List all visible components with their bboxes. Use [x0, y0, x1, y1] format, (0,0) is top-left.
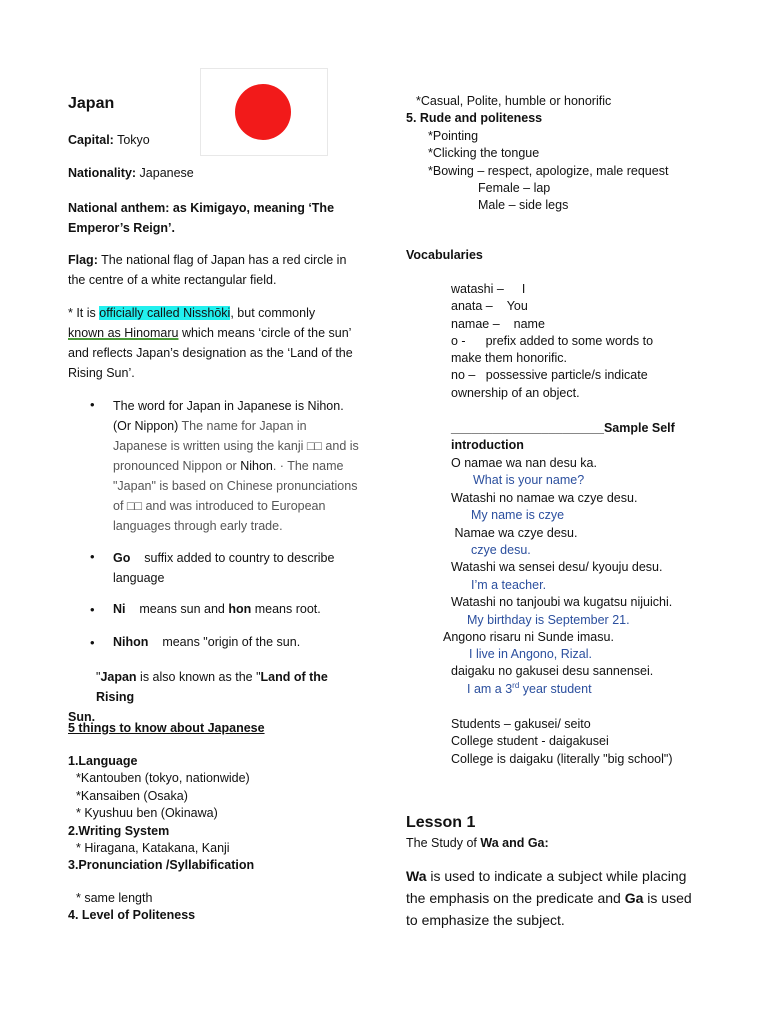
intro-sentence: Watashi no namae wa czye desu. — [451, 490, 638, 505]
list-item: * Kyushuu ben (Okinawa) — [76, 806, 218, 821]
rising-mid: is also known as the " — [136, 670, 261, 684]
list-item: *Kansaiben (Osaka) — [76, 788, 188, 803]
year-post: year student — [519, 682, 592, 697]
bullet3-def2: means root. — [251, 602, 321, 616]
list-item: Students – gakusei/ seito — [451, 717, 591, 731]
bullet1-line-1: The word for Japan in Japanese is Nihon. — [113, 399, 344, 413]
lesson-subtitle — [406, 836, 549, 850]
lesson-subtitle-bold: Wa and Ga: — [480, 836, 549, 850]
bullet1-line-3: Japanese is written using the kanji □□ and is — [113, 439, 359, 453]
bullet-dot: • — [90, 635, 95, 650]
bullet3-term: Ni — [113, 602, 126, 616]
flag-text-1: The national flag of Japan has a red circle in — [97, 253, 347, 267]
wa-ga-line-1 — [406, 865, 756, 887]
list-item: Male – side legs — [478, 198, 569, 213]
called-line-1 — [68, 303, 353, 323]
anthem-paragraph — [68, 198, 334, 238]
bullet-ni-line — [113, 602, 321, 616]
rising-land: Land of the Rising — [96, 670, 328, 704]
wa-ga-line-2-post: is used — [643, 890, 692, 906]
ga-term: Ga — [624, 890, 644, 906]
flag-line-2: the centre of a white rectangular field. — [68, 273, 277, 287]
bullet2-line-1 — [113, 548, 334, 568]
intro-sentence: Angono risaru ni Sunde imasu. — [443, 630, 614, 645]
bullet1-line-5: "Japan" is based on Chinese pronunciations — [113, 479, 358, 493]
rising-sun-paragraph — [68, 667, 368, 727]
intro-translation: I’m a teacher. — [471, 577, 547, 592]
vocab-def: prefix added to some words to — [485, 334, 654, 349]
sample-intro-list — [443, 455, 751, 664]
list-item: *Bowing – respect, apologize, male request — [428, 163, 669, 178]
five-things-heading: 5 things to know about Japanese — [68, 721, 265, 735]
japan-flag-image — [200, 68, 328, 156]
vocabularies-heading: Vocabularies — [406, 248, 483, 262]
called-pre: * It is — [68, 306, 100, 320]
vocab-term: anata – — [451, 299, 493, 314]
intro-translation: I live in Angono, Rizal. — [469, 647, 592, 662]
wa-ga-line-3: to emphasize the subject. — [406, 912, 565, 928]
bullet1-line-4 — [113, 456, 359, 476]
year-sup: rd — [512, 681, 520, 690]
nationality-value: Japanese — [136, 166, 194, 180]
bullet-nihon-origin-line — [113, 635, 300, 649]
bullet4-def: means "origin of the sun. — [148, 635, 301, 649]
intro-sentence: Watashi wa sensei desu/ kyouju desu. — [451, 560, 663, 575]
vocab-def: You — [506, 299, 528, 314]
vocab-row — [451, 333, 653, 350]
bullet2-term: Go — [113, 551, 131, 565]
intro-translation: My birthday is September 21. — [467, 612, 630, 627]
wa-ga-line-1-rest: is used to indicate a subject while placing — [426, 868, 687, 884]
vocab-no-continued: ownership of an object. — [451, 385, 580, 400]
vocab-term: watashi – — [451, 282, 504, 296]
politeness-heading: 4. Level of Politeness — [68, 908, 196, 922]
list-item: *Clicking the tongue — [428, 146, 540, 161]
bullet3-term2: hon — [228, 602, 252, 616]
capital-value: Tokyo — [113, 133, 150, 147]
list-item: College is daigaku (literally "big school") — [451, 751, 673, 766]
wa-ga-paragraph — [406, 865, 756, 931]
anthem-line-1: National anthem: as Kimigayo, meaning ‘The — [68, 201, 335, 215]
bullet1-or-nippon: (Or Nippon) — [113, 419, 179, 433]
bullet3-def: means sun and — [125, 602, 229, 616]
called-line-2-rest: which means ‘circle of the sun’ — [178, 326, 352, 340]
bullet1-line-2-rest: The name for Japan in — [178, 419, 307, 433]
flag-red-circle — [235, 84, 291, 140]
called-post: , but commonly — [230, 306, 316, 320]
called-line-2 — [68, 323, 353, 343]
nationality-label: Nationality: — [68, 166, 137, 180]
intro-translation: czye desu. — [471, 543, 531, 558]
vocab-no-line — [451, 367, 648, 384]
intro-sentence: Namae wa czye desu. — [451, 525, 578, 540]
lesson-subtitle-pre: The Study of — [406, 836, 481, 850]
flag-line-1 — [68, 250, 346, 270]
bullet-nihon-paragraph — [113, 396, 359, 536]
sample-intro-rule: ______________________ — [451, 421, 604, 435]
intro-sentence: Watashi no tanjoubi wa kugatsu nijuichi. — [451, 595, 673, 610]
sample-intro-title: Sample Self — [603, 421, 675, 435]
underline-hinomaru: known as Hinomaru — [68, 326, 179, 340]
nationality-line — [68, 166, 194, 180]
list-item: *Pointing — [428, 128, 479, 143]
list-item: 5. Rude and politeness — [406, 111, 543, 126]
vocab-term: namae – — [451, 316, 500, 331]
lesson-title: Lesson 1 — [406, 814, 476, 831]
wa-ga-line-2-pre: the emphasis on the predicate and — [406, 890, 625, 906]
students-list — [451, 716, 672, 768]
bullet1-l4a: pronounced Nippon or — [113, 459, 241, 473]
list-item: College student - daigakusei — [451, 734, 609, 749]
list-item: 2.Writing System — [68, 823, 170, 838]
list-item: 1.Language — [68, 754, 138, 768]
bullet-go-paragraph — [113, 548, 334, 588]
bullet-dot: • — [90, 397, 95, 412]
intro-translation: What is your name? — [473, 473, 585, 488]
vocab-row — [451, 298, 653, 315]
capital-line — [68, 133, 150, 147]
rising-quote: " — [96, 670, 101, 684]
vocab-no-term: no – — [451, 368, 476, 383]
rising-japan: Japan — [100, 670, 137, 684]
vocabulary-list — [451, 281, 653, 351]
rudeness-list — [406, 93, 668, 215]
capital-label: Capital: — [68, 133, 114, 147]
wa-ga-line-2 — [406, 887, 756, 909]
vocab-no-def: possessive particle/s indicate — [485, 368, 648, 383]
daigaku-line: daigaku no gakusei desu sannensei. — [451, 664, 654, 678]
bullet2-line-2: language — [113, 571, 165, 585]
vocab-def: I — [521, 282, 526, 296]
year-pre: I am a 3 — [467, 682, 513, 697]
five-things-list — [68, 753, 254, 875]
same-length-line: * same length — [76, 891, 153, 905]
page-title: Japan — [68, 95, 115, 112]
year-student-line — [467, 681, 592, 696]
list-item: *Casual, Polite, humble or honorific — [416, 94, 612, 108]
sample-intro-line-1 — [451, 420, 675, 437]
flag-paragraph — [68, 250, 346, 290]
list-item: *Kantouben (tokyo, nationwide) — [76, 771, 250, 786]
bullet-dot: • — [90, 549, 95, 564]
vocab-o-continued: make them honorific. — [451, 351, 568, 365]
called-line-4: Rising Sun’. — [68, 366, 135, 380]
sample-intro-line-2: introduction — [451, 438, 524, 453]
bullet1-line-6: of □□ and was introduced to European — [113, 499, 326, 513]
wa-term: Wa — [406, 868, 427, 884]
list-item: * Hiragana, Katakana, Kanji — [76, 841, 230, 856]
bullet1-l4c: . · The name — [272, 459, 344, 473]
called-line-3: and reflects Japan’s designation as the ‘Land of the — [68, 346, 353, 360]
called-paragraph — [68, 303, 353, 383]
list-item: Female – lap — [478, 181, 551, 196]
rising-line-1 — [68, 667, 368, 707]
bullet4-term: Nihon — [113, 635, 149, 649]
bullet1-line-7: languages through early trade. — [113, 519, 283, 533]
bullet2-def: suffix added to country to describe — [130, 551, 335, 565]
anthem-line-2: Emperor’s Reign’. — [68, 221, 175, 235]
vocab-term: o - — [451, 334, 466, 349]
flag-label: Flag: — [68, 253, 98, 267]
highlight-nisshoki: officially called Nisshōki — [99, 306, 231, 320]
sample-intro-heading — [451, 420, 675, 455]
intro-sentence: O namae wa nan desu ka. — [451, 456, 597, 470]
bullet1-nihon-word: Nihon — [240, 459, 273, 473]
vocab-row — [451, 281, 653, 298]
vocab-def: name — [513, 316, 545, 331]
bullet1-line-2 — [113, 416, 359, 436]
bullet-dot: • — [90, 602, 95, 617]
intro-translation: My name is czye — [471, 508, 565, 523]
vocab-row — [451, 316, 653, 333]
list-item: 3.Pronunciation /Syllabification — [68, 858, 255, 873]
rising-line-2: Sun. — [68, 710, 96, 724]
vocab-continued — [451, 350, 648, 402]
